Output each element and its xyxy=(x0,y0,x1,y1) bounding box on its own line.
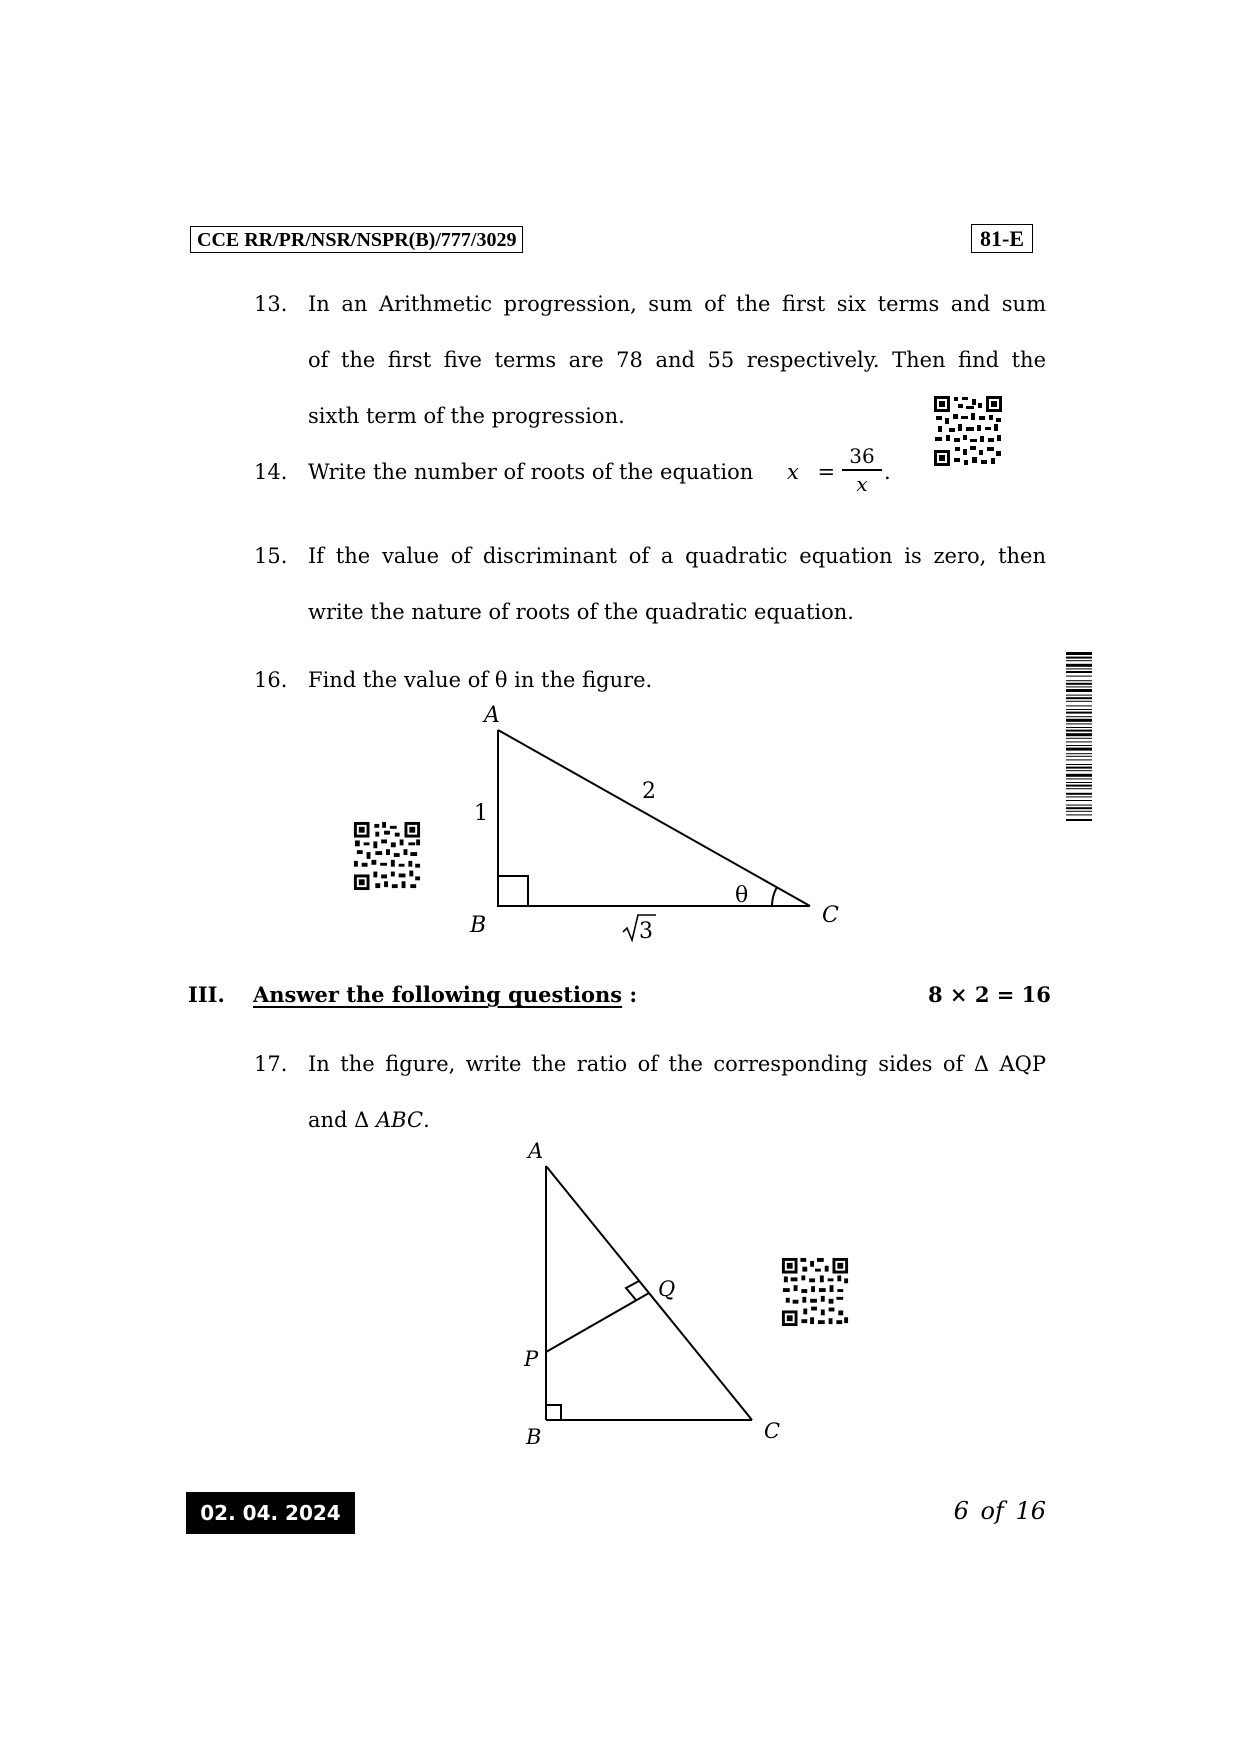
q14-number: 14. xyxy=(254,460,288,484)
q17-line-2-prefix: and Δ xyxy=(308,1108,377,1132)
q15-number: 15. xyxy=(254,544,288,568)
barcode-bar xyxy=(1066,774,1092,777)
barcode xyxy=(1066,652,1092,986)
section-marks: 8 × 2 = 16 xyxy=(928,982,1051,1007)
exam-date: 02. 04. 2024 xyxy=(186,1492,355,1534)
barcode-bar xyxy=(1066,716,1092,717)
barcode-bar xyxy=(1066,730,1092,732)
barcode-bar xyxy=(1066,796,1092,797)
barcode-bar xyxy=(1066,753,1092,754)
vertex-c-label: C xyxy=(764,1419,781,1443)
barcode-bar xyxy=(1066,807,1092,809)
barcode-bar xyxy=(1066,745,1092,746)
paper-code: CCE RR/PR/NSR/NSPR(B)/777/3029 xyxy=(190,226,523,253)
q17-line-2-triangle: ABC xyxy=(376,1108,424,1132)
barcode-bar xyxy=(1066,712,1092,714)
barcode-bar xyxy=(1066,814,1092,815)
barcode-bar xyxy=(1066,701,1092,702)
q17-line-2 xyxy=(308,1106,430,1134)
right-angle-marker-q xyxy=(626,1281,639,1300)
point-p-label: P xyxy=(524,1347,539,1371)
barcode-bar xyxy=(1066,680,1092,681)
q17-triangle-figure xyxy=(510,1134,810,1454)
q15-line-2: write the nature of roots of the quadratic equation. xyxy=(308,600,854,624)
barcode-bar xyxy=(1066,689,1092,692)
barcode-bar xyxy=(1066,770,1092,771)
barcode-bar xyxy=(1066,738,1092,739)
barcode-bar xyxy=(1066,811,1092,812)
q14-numerator: 36 xyxy=(849,444,875,468)
q14-text: Write the number of roots of the equation xyxy=(308,460,754,484)
q16-text: Find the value of θ in the figure. xyxy=(308,668,653,692)
barcode-bar xyxy=(1066,800,1092,801)
barcode-bar xyxy=(1066,664,1092,667)
barcode-bar xyxy=(1066,671,1092,673)
q13-line-2: of the first five terms are 78 and 55 respectively. Then find the xyxy=(308,348,1046,372)
barcode-bar xyxy=(1066,741,1092,742)
barcode-bar xyxy=(1066,788,1092,789)
q14-period: . xyxy=(884,460,891,484)
vertex-b-label: B xyxy=(526,1425,542,1449)
q14-denominator: x xyxy=(856,471,868,496)
side-bc-length: 3 xyxy=(639,919,653,944)
barcode-bar xyxy=(1066,759,1092,760)
barcode-bar xyxy=(1066,676,1092,677)
side-ac-length: 2 xyxy=(642,779,656,804)
q17-number: 17. xyxy=(254,1052,288,1076)
barcode-bar xyxy=(1066,793,1092,795)
segment-pq xyxy=(546,1293,649,1352)
barcode-bar xyxy=(1066,709,1092,710)
qr-code-3 xyxy=(780,1256,850,1328)
section-numeral: III. xyxy=(188,982,225,1007)
vertex-a-label: A xyxy=(528,1139,544,1163)
side-ac xyxy=(498,730,810,906)
barcode-bar xyxy=(1066,819,1092,821)
angle-theta-label: θ xyxy=(735,883,749,908)
section-colon: : xyxy=(622,982,638,1007)
barcode-bar xyxy=(1066,733,1092,736)
q17-line-2-end: . xyxy=(423,1108,430,1132)
barcode-bar xyxy=(1066,756,1092,757)
barcode-bar xyxy=(1066,652,1092,655)
vertex-a-label: A xyxy=(484,703,500,728)
q14-fraction xyxy=(842,444,882,496)
barcode-bar xyxy=(1066,764,1092,765)
barcode-bar xyxy=(1066,705,1092,706)
section-heading xyxy=(253,982,637,1007)
barcode-bar xyxy=(1066,782,1092,783)
q15-line-1: If the value of discriminant of a quadratic equation is zero, then xyxy=(308,544,1046,568)
q17-line-1: In the figure, write the ratio of the corresponding sides of Δ AQP xyxy=(308,1052,1046,1076)
right-angle-marker xyxy=(498,876,528,906)
vertex-b-label: B xyxy=(470,913,487,938)
side-ab-length: 1 xyxy=(474,801,488,826)
barcode-bar xyxy=(1066,660,1092,661)
q16-number: 16. xyxy=(254,668,288,692)
qr-code-2 xyxy=(352,820,422,892)
barcode-bar xyxy=(1066,695,1092,696)
page-number: 6 of 16 xyxy=(953,1497,1046,1525)
barcode-bar xyxy=(1066,697,1092,699)
angle-arc xyxy=(772,887,777,906)
barcode-bar xyxy=(1066,668,1092,669)
barcode-bar xyxy=(1066,686,1092,687)
barcode-bar xyxy=(1066,767,1092,769)
barcode-bar xyxy=(1066,748,1092,751)
barcode-bar xyxy=(1066,683,1092,685)
barcode-bar xyxy=(1066,657,1092,659)
barcode-bar xyxy=(1066,723,1092,724)
section-title: Answer the following questions xyxy=(253,982,623,1007)
barcode-bar xyxy=(1066,778,1092,779)
vertex-c-label: C xyxy=(822,903,839,928)
point-q-label: Q xyxy=(658,1277,676,1301)
q13-line-1: In an Arithmetic progression, sum of the first six terms and sum xyxy=(308,292,1046,316)
qr-code-1 xyxy=(932,394,1004,468)
barcode-bar xyxy=(1066,719,1092,722)
barcode-bar xyxy=(1066,727,1092,728)
q16-triangle-figure xyxy=(440,700,860,950)
q13-number: 13. xyxy=(254,292,288,316)
q14-equals: = xyxy=(817,460,836,484)
barcode-bar xyxy=(1066,805,1092,806)
q14-lhs: x xyxy=(787,460,799,484)
subject-code: 81-E xyxy=(971,224,1033,253)
barcode-bar xyxy=(1066,785,1092,787)
right-angle-marker-b xyxy=(546,1405,561,1420)
q13-line-3: sixth term of the progression. xyxy=(308,404,625,428)
